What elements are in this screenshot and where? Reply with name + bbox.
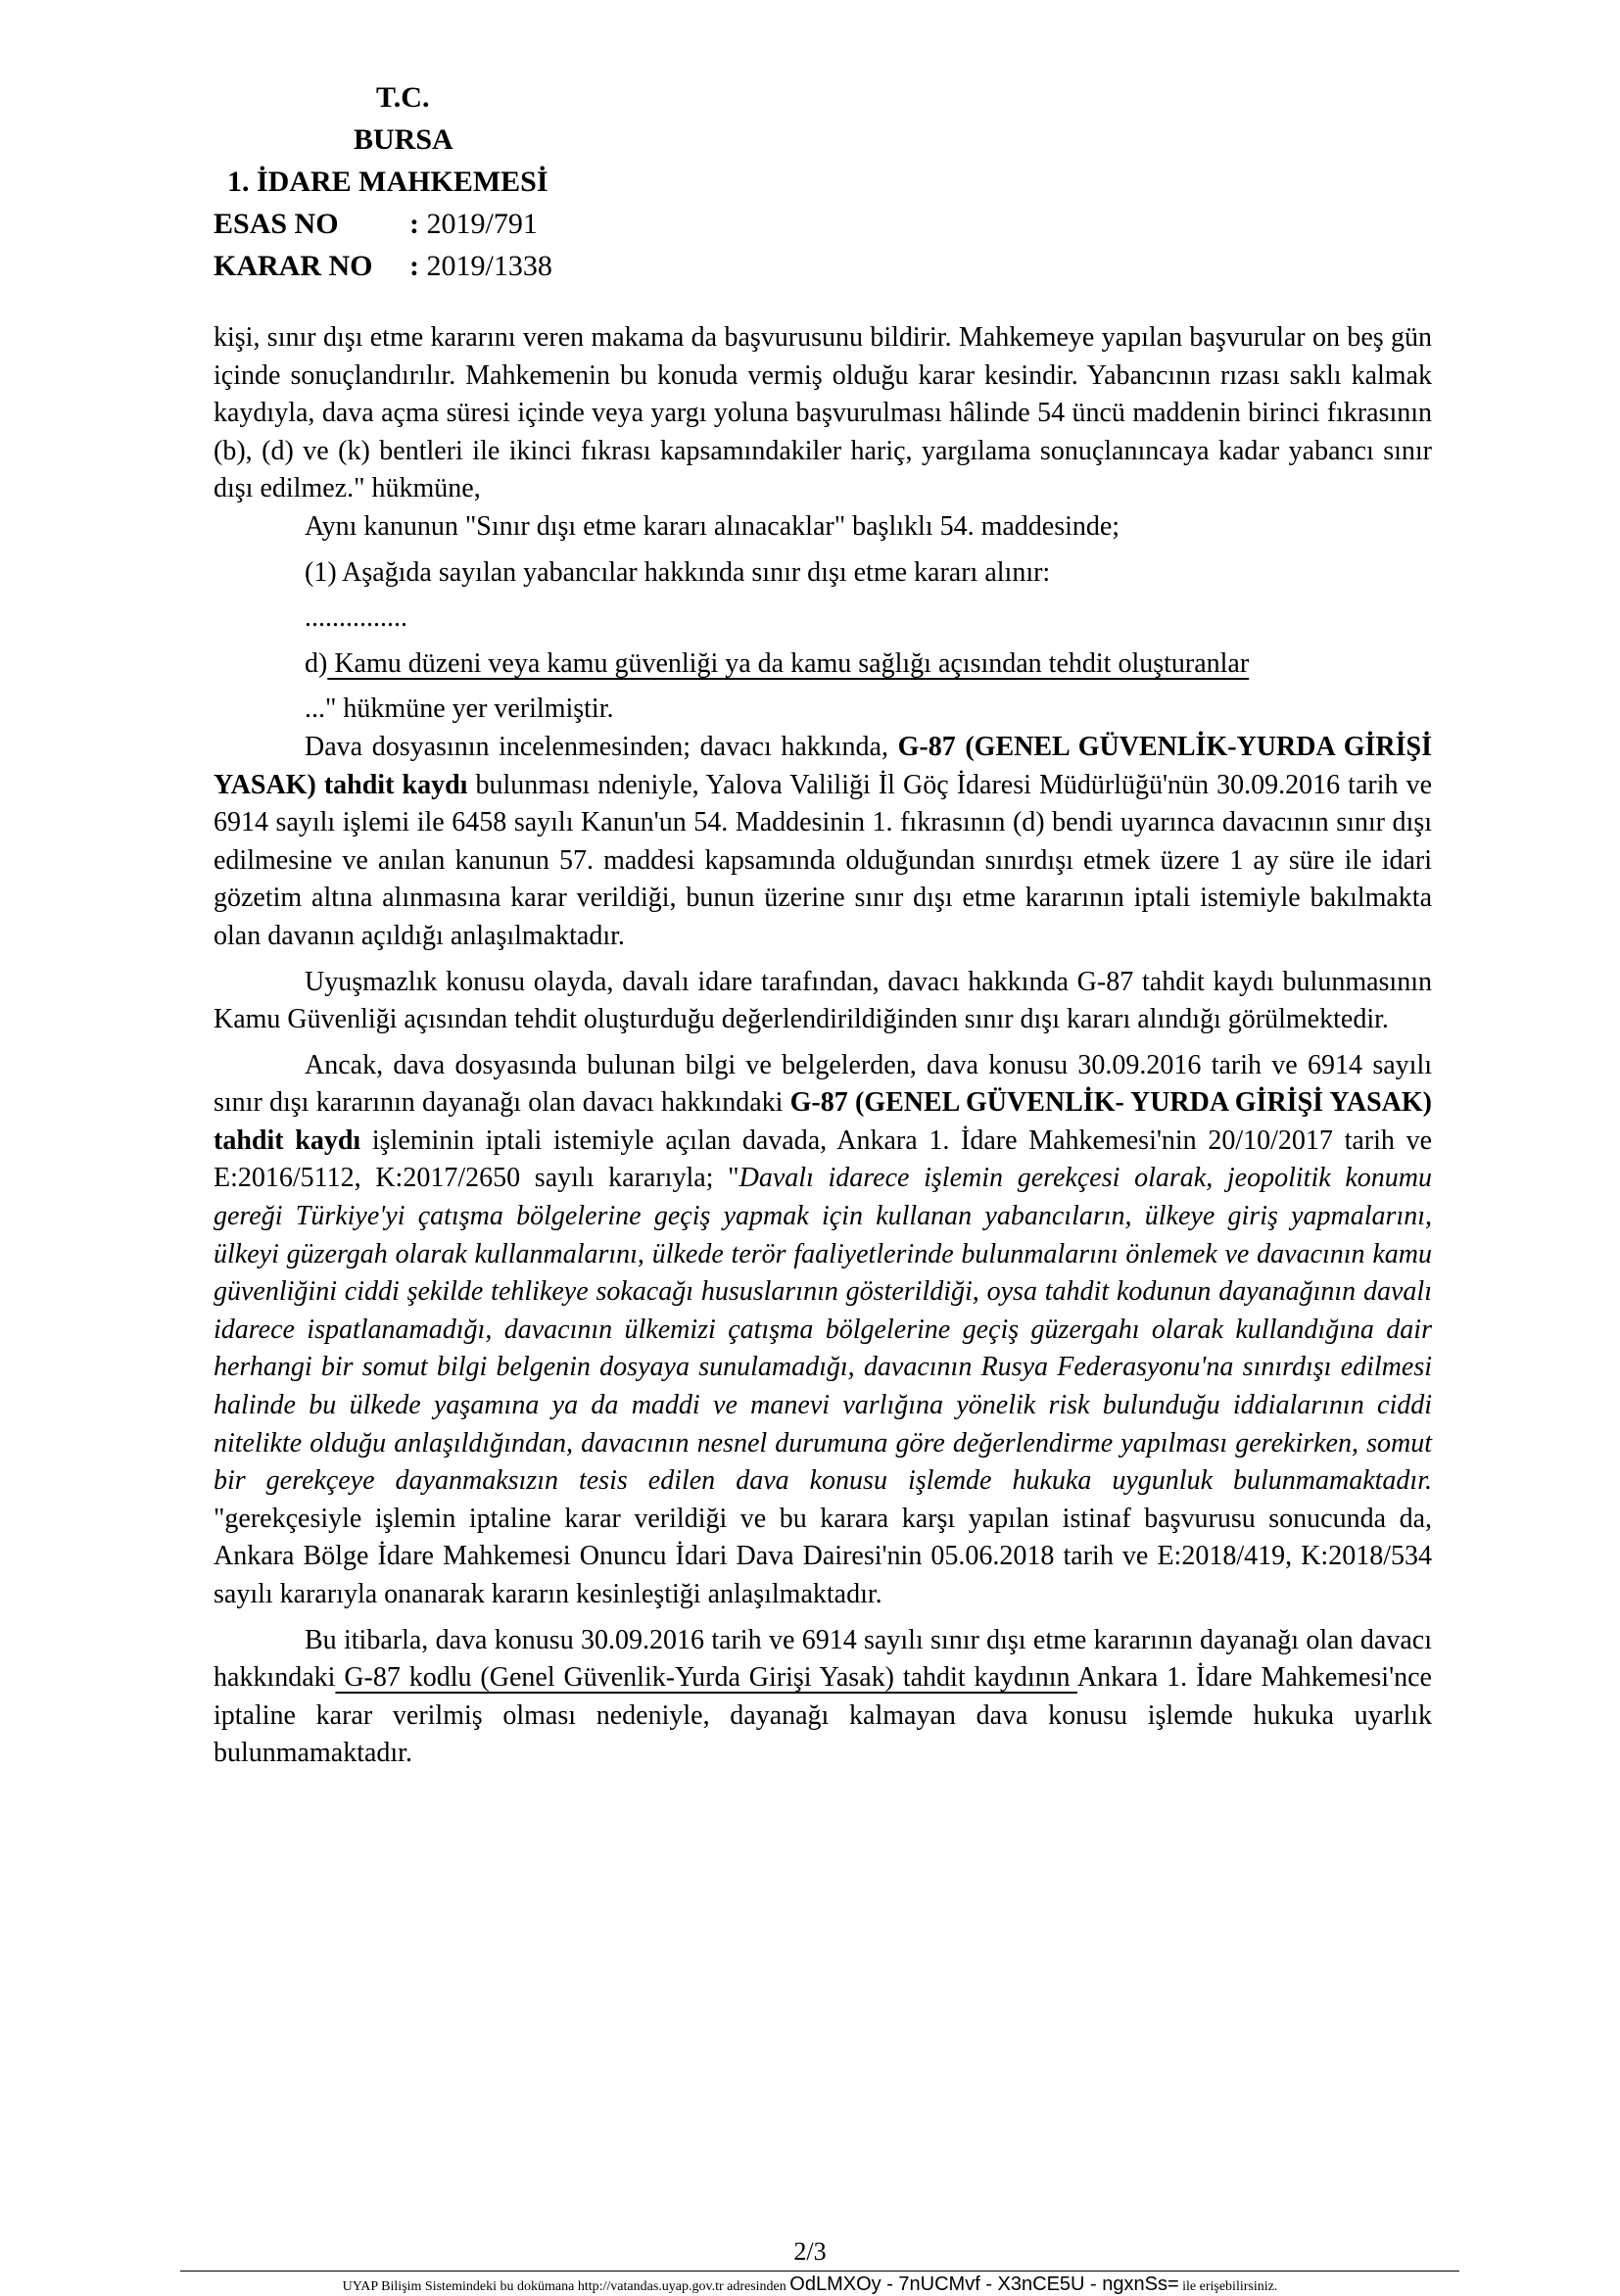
footer-divider	[180, 2271, 1459, 2272]
ankara-bold-code: G-87 (GENEL GÜVENLİK- YURDA GİRİŞİ YASAK) tahdit kaydı	[214, 1087, 1432, 1156]
ankara-text-b: işleminin iptali istemiyle açılan davada, Ankara 1. İdare Mahkemesi'nin 20/10/2017 tarih ve E:2016/5112, K:2017/2650 sayılı kararıyla; "	[214, 1124, 1433, 1194]
paragraph-article-54-intro: Aynı kanunun "Sınır dışı etme kararı alınacaklar" başlıklı 54. maddesinde;	[305, 510, 1120, 542]
footer-text-before: UYAP Bilişim Sistemindeki bu dokümana http://vatandas.uyap.gov.tr adresinden	[342, 2279, 790, 2294]
item-d-prefix: d)	[305, 647, 328, 679]
conclusion-text-a: Bu itibarla, dava konusu 30.09.2016 tarih ve 6914 sayılı sınır dışı etme kararının dayanağı olan davacı hakkındaki	[214, 1624, 1432, 1694]
karar-no-label: KARAR NO	[214, 250, 373, 282]
paragraph-law-text-continued: kişi, sınır dışı etme kararını veren makama da başvurusunu bildirir. Mahkemeye yapılan başvurular on beş gün içinde sonuçlandırılır. Mahkemenin bu konuda vermiş olduğu karar kesindir. Yabancının rızası saklı kalmak kaydıyla, dava açma süresi içinde veya yargı yoluna başvurulması hâlinde 54 üncü maddenin birinci fıkrasının (b), (d) ve (k) bentleri ile ikinci fıkrası kapsamındakiler hariç, yargılama sonuçlanıncaya kadar yabancı sınır dışı edilmez." hükmüne,	[214, 322, 1432, 504]
karar-no-value: 2019/1338	[426, 250, 552, 282]
paragraph-ankara-court-decision	[214, 1047, 1432, 1614]
page-number: 2/3	[793, 2237, 827, 2266]
header-court-name: 1. İDARE MAHKEMESİ	[227, 166, 548, 198]
esas-no-value: 2019/791	[426, 208, 538, 240]
case-file-bold-code: G-87 (GENEL GÜVENLİK-YURDA GİRİŞİ YASAK) tahdit kaydı	[214, 731, 1433, 800]
ankara-quoted-reasoning: Davalı idarece işlemin gerekçesi olarak, jeopolitik konumu gereği Türkiye'yi çatışma bölgelerine geçiş yapmak için kullanan yabancıların, ülkeye giriş yapmalarını, ülkeyi güzergah olarak kullanmalarını, ülkede terör faaliyetlerinde bulunmalarını önlemek ve davacının kamu güvenliğini ciddi şekilde tehlikeye sokacağı hususlarının gösterildiği, oysa tahdit kodunun dayanağının davalı idarece ispatlanamadığı, davacının ülkemizi çatışma bölgelerine geçiş güzergahı olarak kullandığına dair herhangi bir somut bilgi belgenin dosyaya sunulamadığı, davacının Rusya Federasyonu'na sınırdışı edilmesi halinde bu ülkede yaşamına ya da maddi ve manevi varlığına yönelik risk bulunduğu iddialarının ciddi nitelikte olduğu anlaşıldığından, davacının nesnel durumuna göre değerlendirme yapılması gerekirken, somut bir gerekçeye dayanmaksızın tesis edilen dava konusu işlemde hukuka uygunluk bulunmamaktadır.	[214, 1163, 1433, 1497]
conclusion-underlined-text: G-87 kodlu (Genel Güvenlik-Yurda Girişi Yasak) tahdit kaydının	[335, 1662, 1077, 1694]
header-country: T.C.	[376, 81, 430, 114]
header-city: BURSA	[354, 123, 453, 156]
conclusion-text-b: Ankara 1. İdare Mahkemesi'nce iptaline karar verilmiş olması nedeniyle, dayanağı kalmayan dava konusu işlemde hukuka uyarlık bulunmamaktadır.	[214, 1662, 1432, 1769]
paragraph-dispute-summary: Uyuşmazlık konusu olayda, davalı idare tarafından, davacı hakkında G-87 tahdit kaydı bulunmasının Kamu Güvenliği açısından tehdit oluşturduğu değerlendirildiğinden sınır dışı kararı alındığı görülmektedir.	[214, 966, 1432, 1035]
paragraph-article-54-item-d	[214, 646, 1432, 684]
esas-no-colon: :	[409, 208, 419, 240]
paragraph-case-file-review	[214, 729, 1432, 956]
verification-code: OdLMXOy - 7nUCMvf - X3nCE5U - ngxnSs=	[789, 2273, 1179, 2295]
paragraph-article-54-item-1: (1) Aşağıda sayılan yabancılar hakkında sınır dışı etme kararı alınır:	[305, 556, 1051, 588]
ankara-text-a: Ancak, dava dosyasında bulunan bilgi ve belgelerden, dava konusu 30.09.2016 tarih ve 6914 sayılı sınır dışı kararının dayanağı olan davacı hakkındaki	[214, 1049, 1432, 1119]
paragraph-conclusion	[214, 1622, 1432, 1773]
paragraph-ellipsis: ...............	[305, 602, 407, 634]
item-d-underlined-text: Kamu düzeni veya kamu güvenliği ya da kamu sağlığı açısından tehdit oluşturanlar	[327, 647, 1250, 679]
footer-verification-note	[0, 2273, 1620, 2296]
esas-no-label: ESAS NO	[214, 208, 339, 240]
karar-no-row	[214, 245, 552, 287]
karar-no-colon: :	[409, 250, 419, 282]
case-file-text-b: bulunması ndeniyle, Yalova Valiliği İl Göç İdaresi Müdürlüğü'nün 30.09.2016 tarih ve 6914 sayılı işlemi ile 6458 sayılı Kanun'un 54. Maddesinin 1. fıkrasının (d) bendi uyarınca davacının sınır dışı edilmesine ve anılan kanunun 57. maddesi kapsamında olduğundan sınırdışı etmek üzere 1 ay süre ile idari gözetim altına alınmasına karar verildiği, bunun üzerine sınır dışı etme kararının iptali istemiyle bakılmakta olan davanın açıldığı anlaşılmaktadır.	[214, 769, 1432, 951]
case-file-text-a: Dava dosyasının incelenmesinden; davacı hakkında,	[305, 731, 898, 762]
document-body	[214, 319, 1432, 1773]
ankara-text-c: "gerekçesiyle işlemin iptaline karar verildiği ve bu karara karşı yapılan istinaf başvurusu sonucunda da, Ankara Bölge İdare Mahkemesi Onuncu İdari Dava Dairesi'nin 05.06.2018 tarih ve E:2018/419, K:2018/534 sayılı kararıyla onanarak kararın kesinleştiği anlaşılmaktadır.	[214, 1503, 1432, 1609]
esas-no-row	[214, 203, 538, 245]
paragraph-article-54-closing: ..." hükmüne yer verilmiştir.	[305, 694, 614, 725]
footer-text-after: ile erişebilirsiniz.	[1178, 2279, 1278, 2294]
